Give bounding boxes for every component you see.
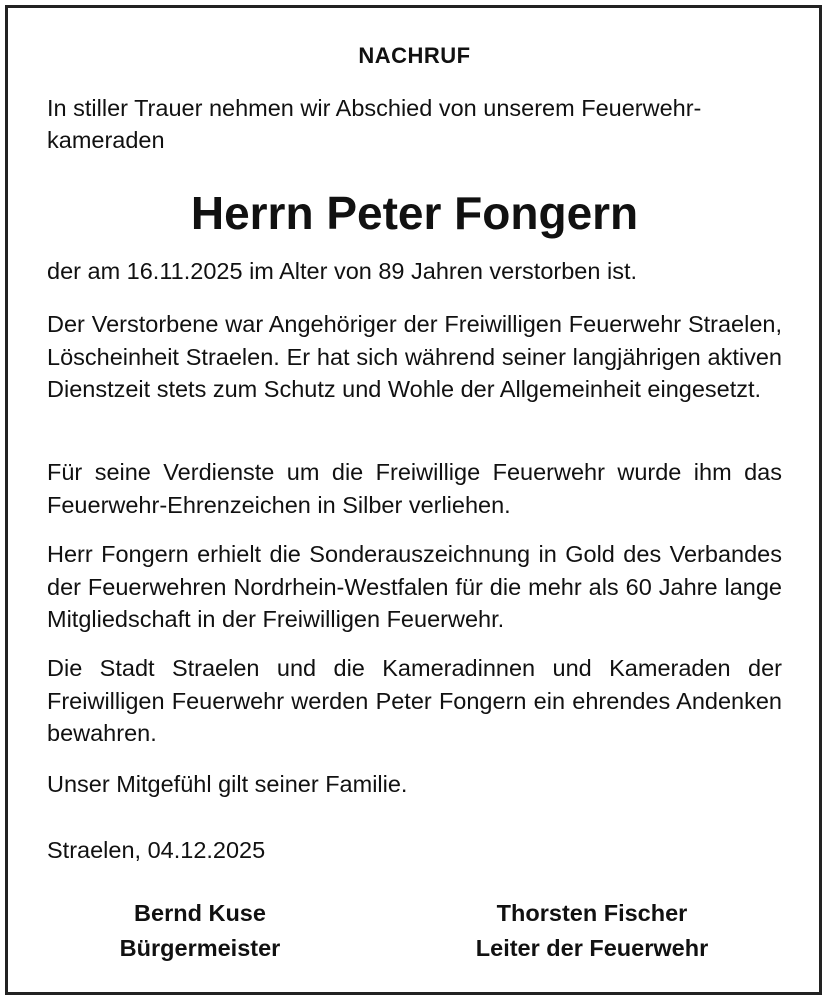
honor-paragraph: Für seine Verdienste um die Freiwillige Feuerwehr wurde ihm das Feuerwehr-Ehrenzeichen in Silber verliehen.: [47, 459, 782, 518]
signature-block-fire-chief: [442, 896, 742, 966]
award-paragraph: Herr Fongern erhielt die Sonderauszeichnung in Gold des Verbandes der Feuerwehren Nordrhein-Westfalen für die mehr als 60 Jahre lange Mitgliedschaft in der Freiwilligen Feuerwehr.: [47, 541, 782, 632]
signatory-name: Bernd Kuse: [134, 900, 266, 926]
place-date: Straelen, 04.12.2025: [47, 837, 266, 863]
signatory-title: Leiter der Feuerwehr: [475, 935, 709, 961]
deceased-name: Herrn Peter Fongern: [190, 187, 639, 239]
death-notice: der am 16.11.2025 im Alter von 89 Jahren verstorben ist.: [47, 258, 638, 284]
intro-text: In stiller Trauer nehmen wir Abschied von unserem Feuerwehr- kameraden: [47, 95, 702, 153]
memory-paragraph: Die Stadt Straelen und die Kameradinnen und Kameraden der Freiwilligen Feuerwehr werden Peter Fongern ein ehrendes Andenken bewahren.: [47, 655, 782, 746]
signatory-name: Thorsten Fischer: [496, 900, 688, 926]
service-paragraph: Der Verstorbene war Angehöriger der Freiwilligen Feuerwehr Straelen, Löscheinheit Straelen. Er hat sich während seiner langjährigen aktiven Dienstzeit stets zum Schutz und Wohle der Allgemeinheit eingesetzt.: [47, 311, 782, 402]
signatory-title: Bürgermeister: [119, 935, 281, 961]
obituary-heading: NACHRUF: [358, 43, 471, 68]
sympathy-paragraph: Unser Mitgefühl gilt seiner Familie.: [47, 771, 408, 797]
signature-block-mayor: [80, 896, 320, 966]
